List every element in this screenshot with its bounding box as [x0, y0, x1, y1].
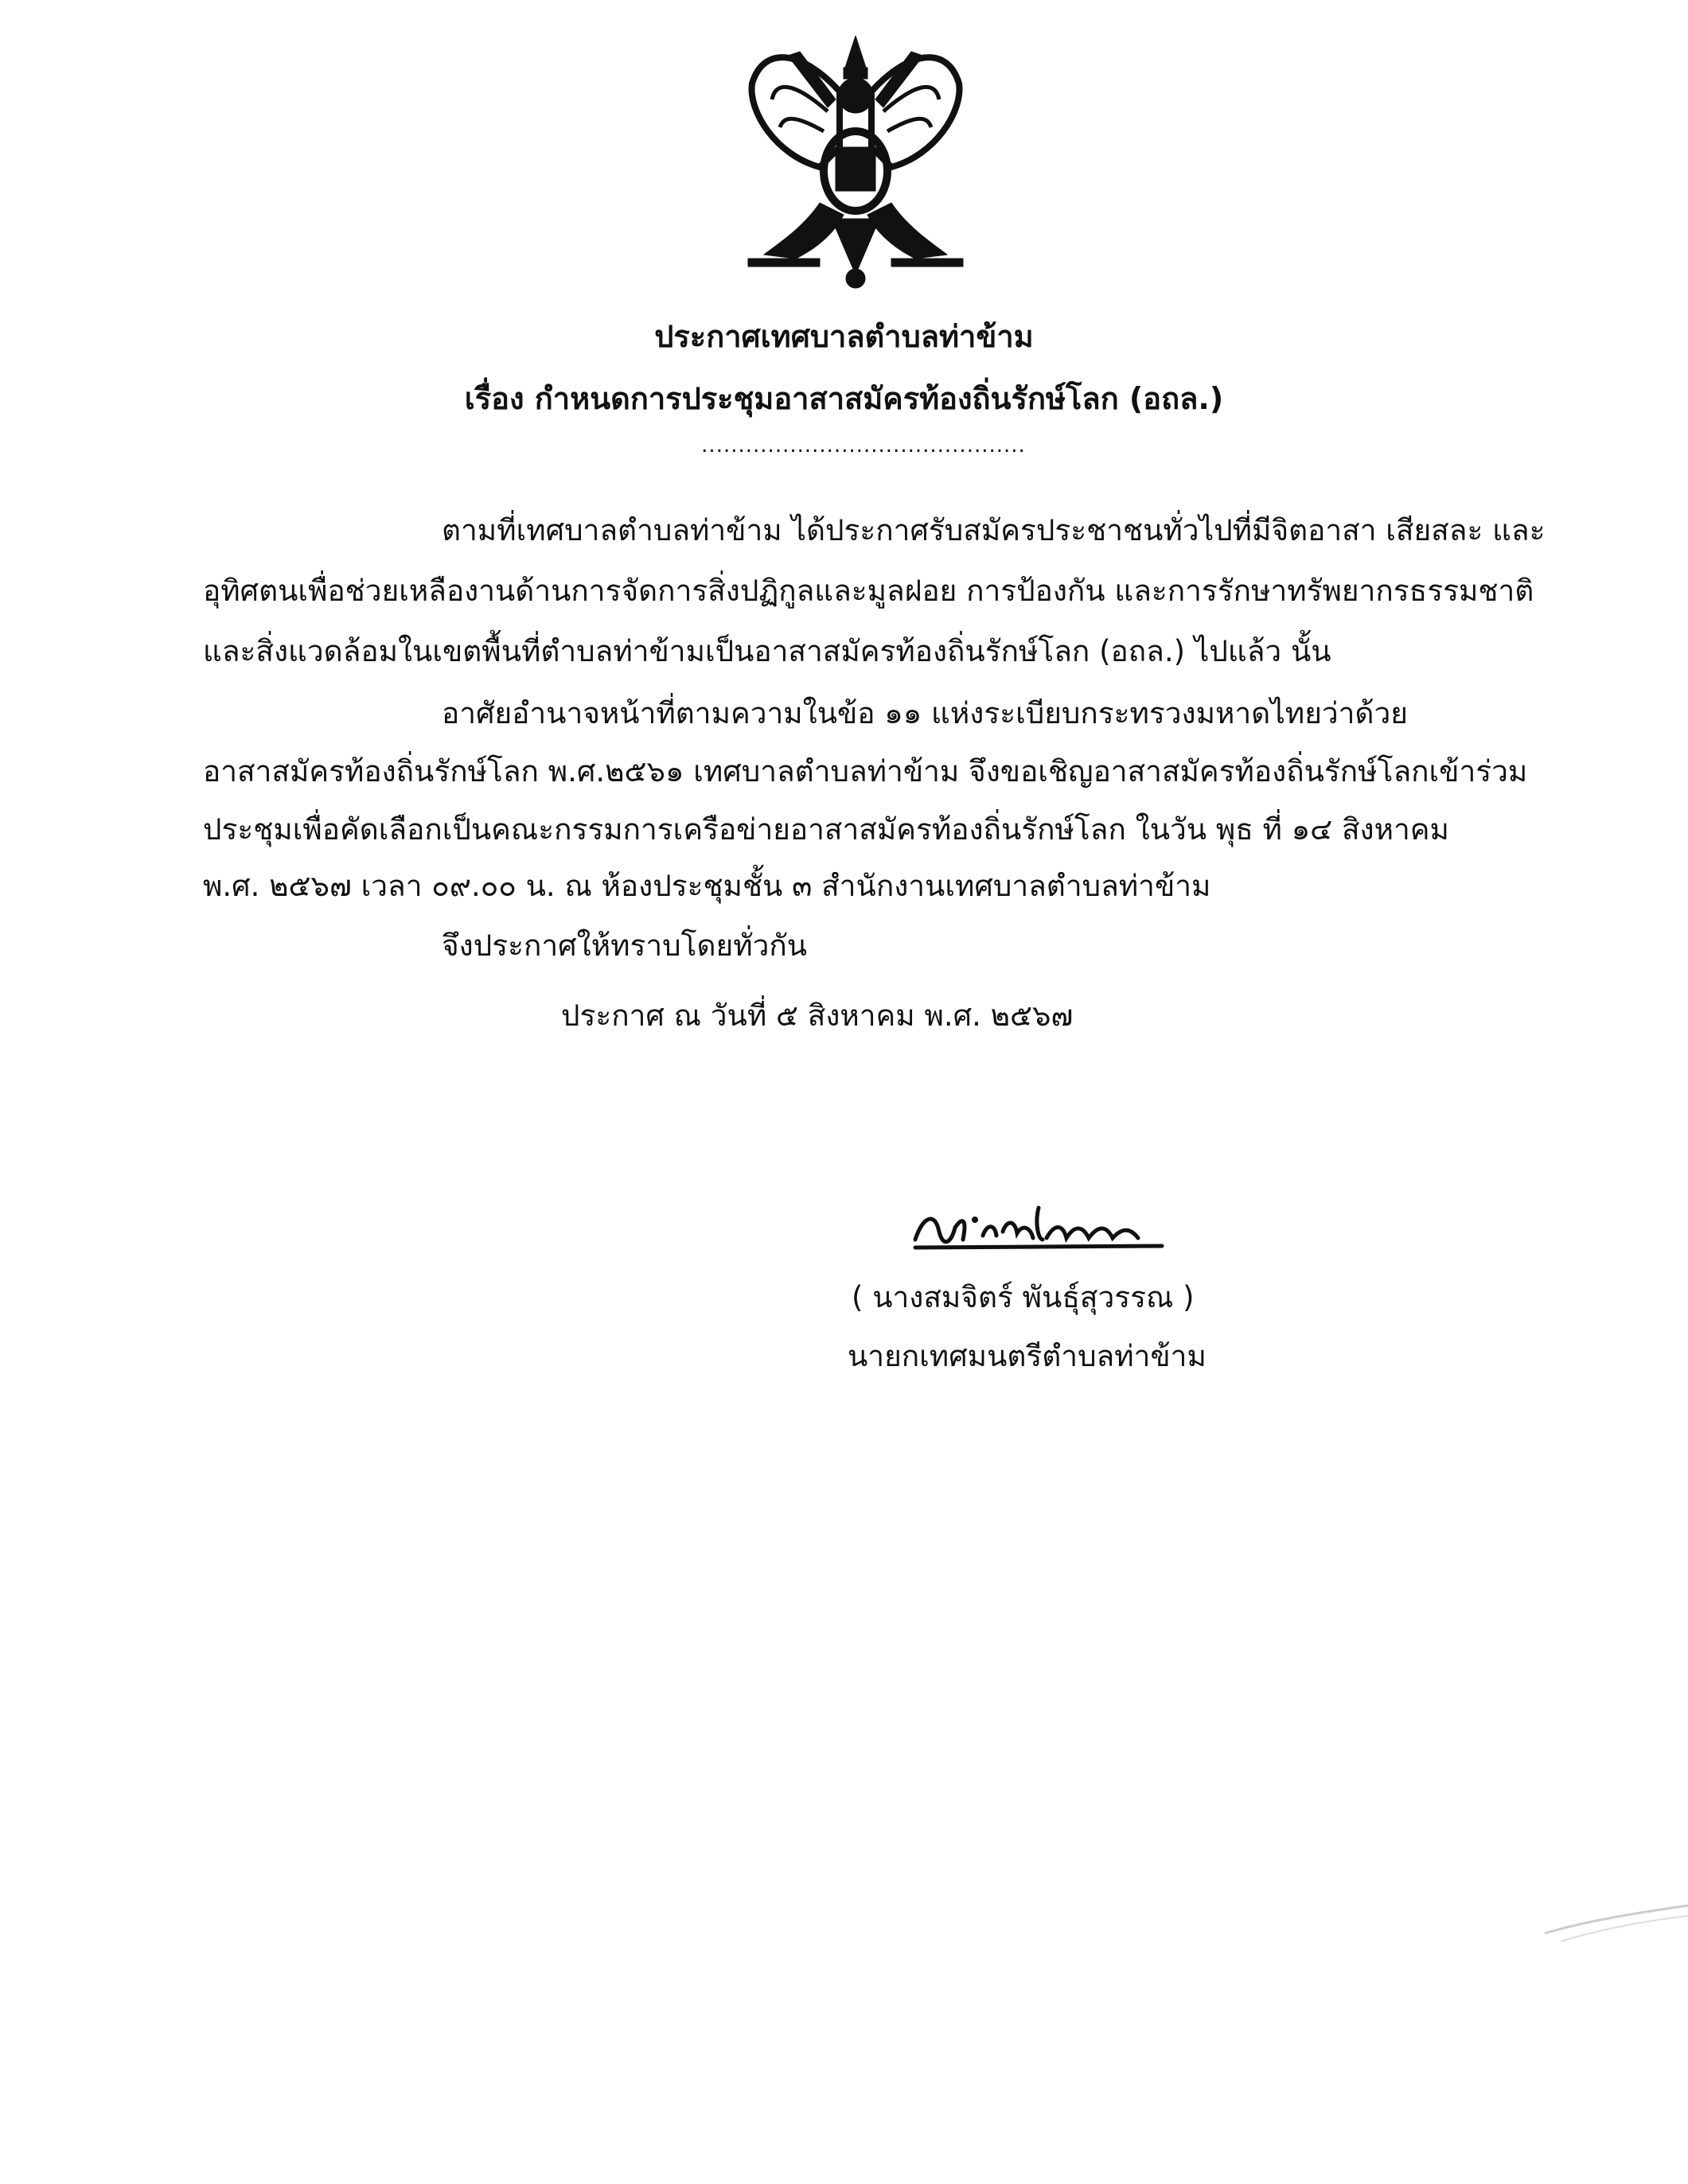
announce-statement: จึงประกาศให้ทราบโดยทั่วกัน [442, 928, 808, 963]
title-separator: ............................................ [701, 434, 1026, 457]
announcement-date: ประกาศ ณ วันที่ ๕ สิงหาคม พ.ศ. ๒๕๖๗ [561, 999, 1074, 1033]
paragraph-2-line-1: อาศัยอำนาจหน้าที่ตามความในข้อ ๑๑ แห่งระเบียบกระทรวงมหาดไทยว่าด้วย [442, 696, 1408, 730]
signatory-position: นายกเทศมนตรีตำบลท่าข้าม [848, 1339, 1207, 1373]
paragraph-2-line-4: พ.ศ. ๒๕๖๗ เวลา ๐๙.๐๐ น. ณ ห้องประชุมชั้น ๓ สำนักงานเทศบาลตำบลท่าข้าม [203, 869, 1211, 903]
handwritten-signature [907, 1200, 1178, 1263]
paragraph-1-line-3: และสิ่งแวดล้อมในเขตพื้นที่ตำบลท่าข้ามเป็นอาสาสมัครท้องถิ่นรักษ์โลก (อถล.) ไปแล้ว นั้น [203, 634, 1331, 668]
paragraph-1-line-1: ตามที่เทศบาลตำบลท่าข้าม ได้ประกาศรับสมัครประชาชนทั่วไปที่มีจิตอาสา เสียสละ และ [442, 513, 1546, 547]
scan-artifact [1513, 1886, 1688, 1949]
paragraph-2-line-2: อาสาสมัครท้องถิ่นรักษ์โลก พ.ศ.๒๕๖๑ เทศบาลตำบลท่าข้าม จึงขอเชิญอาสาสมัครท้องถิ่นรักษ์โลกเข้าร่วม [203, 754, 1528, 788]
signatory-name: ( นางสมจิตร์ พันธุ์สุวรรณ ) [852, 1280, 1195, 1314]
paragraph-1-line-2: อุทิศตนเพื่อช่วยเหลืองานด้านการจัดการสิ่งปฏิกูลและมูลฝอย การป้องกัน และการรักษาทรัพยากรธรรมชาติ [203, 574, 1534, 608]
paragraph-2-line-3: ประชุมเพื่อคัดเลือกเป็นคณะกรรมการเครือข่ายอาสาสมัครท้องถิ่นรักษ์โลก ในวัน พุธ ที่ ๑๔ สิงหาคม [203, 812, 1449, 847]
announcement-subject: เรื่อง กำหนดการประชุมอาสาสมัครท้องถิ่นรักษ์โลก (อถล.) [464, 381, 1224, 416]
garuda-emblem [732, 36, 979, 290]
announcement-title: ประกาศเทศบาลตำบลท่าข้าม [654, 319, 1034, 354]
